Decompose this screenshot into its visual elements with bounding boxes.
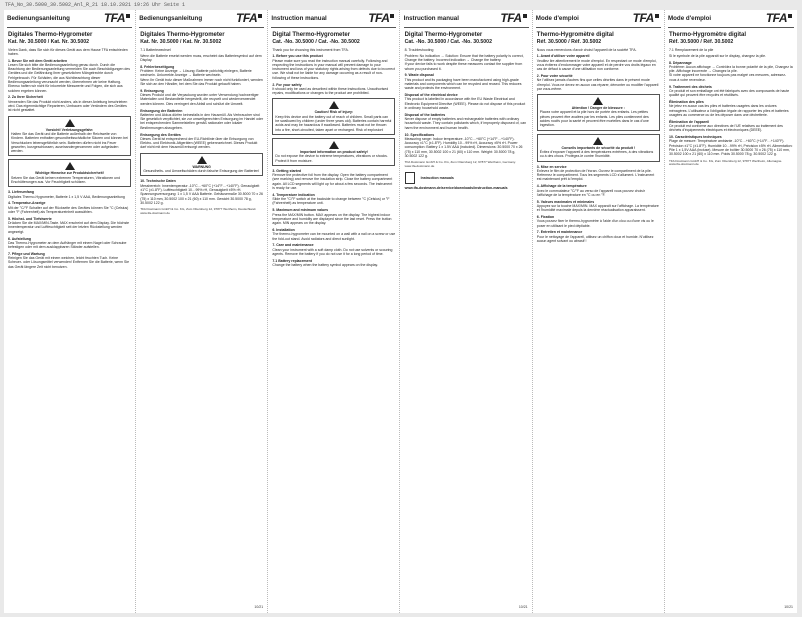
paragraph: Measuring range: Indoor temperature -10°C…+60°C (+14°F…+140°F). Accuracy ±1°C (±1.8°F). Humidity 10…99% rH, Accuracy ±5% rH. Power consumption: Battery 1 x 1.5V AAA (included). Dimensions: 30.5000 70 x 26 (75) x 110 mm, 30.5002 100 x 21 (60) x 110 mm. Weight: 30.5000 78 g, 30.5002 122 g. [404,136,523,159]
column-body [533,28,664,243]
column-header [536,10,661,28]
paragraph: Pour le nettoyage de l'appareil, utilisez un chiffon doux et humide. N'utilisez aucun agent solvant ou abrasif ! [536,234,654,243]
text-block [140,78,263,87]
intro-text: Nous vous remercions d'avoir choisi l'appareil de la société TFA. [536,47,637,52]
text-block [669,73,793,82]
section-heading: 1. Avant d'utiliser votre appareil [536,54,590,59]
text-block [537,200,660,213]
tfa-logo: TFA [104,11,130,25]
text-block [8,201,131,214]
paragraph: Ce produit et son emballage ont été fabriqués avec des composants de haute qualité qui peuvent être recyclés et réutilisés. [669,88,790,98]
text-block [272,228,395,241]
section-heading: 1. Bevor Sie mit dem Gerät arbeiten [8,58,68,63]
paragraph: Ne l'utilisez jamais d'autres fins que celles décrites dans le présent mode d'emploi. Vous ne devez en aucun cas réparer, démonter ou modifier l'appareil par vous-même. [536,78,659,91]
paragraph: Avec le commutateur °C/°F au verso de l'appareil vous pouvez choisir l'affichage de la température en °C ou en °F. [536,188,645,197]
text-block [272,83,395,96]
section-heading: 10. Caractéristiques techniques [669,135,722,140]
section-heading: Attention ! Danger de blessure : [571,106,625,111]
section-heading: Caution! Risk of injury: [314,110,354,115]
text-block [537,165,660,182]
article-number: Kat. Nr. 30.5000 / Kat. Nr. 30.5002 [140,38,222,45]
intro-text: 7.1 Batteriewechsel [140,47,171,52]
text-block [272,193,395,206]
section-heading: 6. Fixation [536,215,555,220]
product-title: Digital Thermo-Hygrometer [272,32,351,38]
company-footer: TFA Dostmann GmbH & Co. KG, Zum Ottersberg 12, 97877 Wertheim, Deutschland. www.tfa-dostmann.de [140,207,257,215]
section-heading: 9. Entsorgung [140,88,164,93]
tfa-logo: TFA [633,11,659,25]
text-block [8,190,131,199]
paragraph: Mit der °C/°F Schalter auf der Rückseite des Gerätes können Sie °C (Celsius) oder °F (Fahrenheit) als Temperatureinheit auswählen. [8,205,129,215]
section-heading: 6. Aufstellung [8,236,32,241]
section-heading: 7. Care and maintenance [272,243,314,248]
paragraph: Plage de mesure: Température ambiante -10°C…+60°C (+14°F…+140°F). Précision ±1°C (±1.8°F). Humidité 10…99% rH, Précision ±5% rH. Alimentation: Pile 1 x 1,5V AAA (incluse). Mesure de boîtier 30.5000 70 x 26 (75) x 110 mm, 30.5002 100 x 21 (60) x 110 mm. Poids 30.5000 78 g, 30.5002 122 g. [669,139,793,157]
text-block [140,89,263,106]
paragraph: Keep this device and the battery out of reach of children. Small parts can be swallowed by children (under three years old). Batteries contain harmful acids and may be hazardous if swallowed. Batteries must not be thrown into a fire, short-circuited, taken apart or recharged. Risk of explosion! [275,114,392,132]
warning-box [537,94,660,130]
section-heading: Important information on product safety! [299,149,368,154]
text-block [669,135,793,156]
section-heading: 5. Maximum and minimum values [272,208,329,213]
warning-box [8,159,131,187]
text-block [669,100,793,117]
text-block [140,179,263,205]
paragraph: Digitales Thermo-Hygrometer, Batterie 1 x 1,5 V AAA, Bedienungsanleitung [8,194,125,199]
paragraph: Das Thermo-Hygrometer an dem Aufhänger mit einem Nagel oder Schraube befestigen oder mit dem ausklappbaren Ständer aufstellen. [8,240,127,250]
column-body [4,28,135,269]
text-block [8,59,131,93]
paragraph: Vous pouvez fixer le thermo-hygromètre à l'aide d'un clou ou d'une vis ou le poser en utilisant le pied dépliable. [536,219,654,228]
intro-text: 8. Troubleshooting [404,47,434,52]
text-block [669,54,793,58]
section-label: Bedienungsanleitung [7,15,70,22]
paragraph: Batterien und Akkus dürfen keinesfalls in den Hausmüll. Als Verbraucher sind Sie gesetzlich verpflichtet, sie zur umweltgerechten Entsorgung im Handel oder bei entsprechenden Sammelstellen gemäß nationaler oder lokaler Bestimmungen abzugeben. [140,112,264,130]
article-number: Réf. 30.5000 / Réf. 30.5002 [536,38,602,45]
text-block [537,54,660,71]
tfa-logo: TFA [368,11,394,25]
article-number: Cat. -No. 30.5000 / Cat. -No. 30.5002 [272,38,360,45]
paragraph: Veuillez lire attentivement le mode d'emploi. En respectant ce mode d'emploi, vous éviterez d'endommager votre appareil et de perdre vos droits légaux en cas de défaut à cause d'une utilisation non conforme. [536,58,657,72]
paragraph: Remove the protective foil from the display. Open the battery compartment (see marking) and remove the insulation strip. Close the battery compartment again. All LCD segments will light up for about a few seconds. The instrument is ready for use. [272,173,393,191]
manual-sheet [4,10,797,613]
text-block [537,230,660,243]
text-block [669,120,793,133]
section-heading: 7. Pflege und Wartung [8,251,45,256]
paragraph: Change the battery when the battery symbol appears on the display. [272,262,378,267]
paragraph: Placez votre appareil et la pile hors de portée des enfants. Les petites pièces peuvent être avalées par les enfants. Les piles contiennent des acides nocifs pour la santé et peuvent être mortelles dans le cas d'une ingestion. [539,110,649,128]
section-heading: WARNUNG [192,164,211,169]
paragraph: Évitez d'exposer l'appareil à des températures extrêmes, à des vibrations ou à des chocs. Protégez-le contre l'humidité. [539,149,654,159]
text-block [8,252,131,269]
section-heading: 3. Lieferumfang [8,190,35,195]
page-number: 10/21 [518,605,528,609]
section-label: Mode d'emploi [535,15,579,22]
text-block [272,259,395,268]
text-block [8,95,131,112]
section-heading: 5. Höchst- und Tiefstwerte [8,216,52,221]
section-label: Instruction manual [403,15,459,22]
downloads-link[interactable]: www.tfa-dostmann.de/service/downloads/instruction-manuals [404,185,508,190]
warning-box [272,98,395,134]
text-block [537,215,660,228]
column-header [404,10,529,28]
text-block [537,74,660,91]
section-heading: Vorsicht! Verletzungsgefahr: [45,127,94,132]
text-block [669,61,793,74]
warning-triangle-icon [197,156,207,164]
paragraph: Messbereich: Innentemperatur -10°C…+60°C (+14°F…+140°F). Genauigkeit ±1°C (±1.8°F). Luftfeuchtigkeit 10…99% rH, Genauigkeit ±5% rH. Spannungsversorgung: 1 x 1,5 V AAA Batterie. Gehäusemaße 30.5000 70 x 26 (75) x 110 mm, 30.5002 100 x 21 (60) x 110 mm. Gewicht 30.5000 78 g, 30.5002 122 g. [140,183,263,205]
section-label: Mode d'emploi [668,15,712,22]
section-heading: Élimination des piles [669,99,704,104]
text-block [272,208,395,225]
paragraph: Never dispose of empty batteries and rechargeable batteries with ordinary household waste. They contain pollutants which, if improperly disposed of, can harm the environment and human health. [404,117,527,130]
warning-box [272,138,395,166]
page-number: 10/21 [784,605,793,609]
paragraph: Wenn die Batterie ersetzt werden muss, erscheint das Batteriesymbol auf dem Display. [140,53,262,63]
section-heading: 9. Waste disposal [404,73,434,78]
warning-triangle-icon [593,137,603,145]
paragraph: Appuyez sur la touche MAX/MIN. MAX apparaît sur l'affichage. La température et l'humidité maximale depuis la dernière réactualisation apparaissent. [536,203,659,213]
paragraph: This product is labelled in accordance with the EU Waste Electrical and Electronic Equipment Directive (WEEE). Please do not dispose of this product in ordinary household waste. [404,97,526,111]
text-block [405,93,528,110]
section-heading: Wichtige Hinweise zur Produktsicherheit! [35,171,104,176]
paragraph: Gesundheits- und Umweltschäden durch falsche Entsorgung der Batterien! [143,169,260,174]
product-title: Digitales Thermo-Hygrometer [140,32,225,38]
section-heading: 2. For your safety [272,82,302,87]
column-header [668,10,794,28]
text-block [140,109,263,130]
manual-column [136,10,268,613]
text-block [405,54,528,63]
qr-code-icon [405,172,415,184]
intro-text: 7.1 Remplacement de la pile [669,47,714,52]
paragraph: Lesen Sie sich bitte die Bedienungsanleitung genau durch. Durch die Beachtung der Bedienungsanleitung vermeiden Sie auch Beschädigungen des Gerätes und die Gefährdung Ihrer gesetzlichen Mängelrechte durch Fehlgebrauch. Für Schäden, die aus Nichtbeachtung dieser Bedienungsanleitung verursacht werden, übernehmen wir keine Haftung. Ebenso haften wir nicht für inkorrekte Messwerte und Folgen, die sich aus solchen ergeben können. [8,62,131,93]
paragraph: This product and its packaging have been manufactured using high-grade materials and components which can be recycled and reused. This reduces waste and protects the environment. [404,77,522,91]
text-block [405,133,528,159]
text-block [272,54,395,80]
section-heading: 2. Zu Ihrer Sicherheit [8,95,43,100]
text-block [8,237,131,250]
product-title: Thermo-Hygromètre digital [669,32,747,38]
paragraph: Problème: Aucun affichage → Contrôlez la bonne polarité de la pile, Changez la pile. Affichage incorrecte → Changez la pile. [669,64,793,74]
text-block [405,73,528,90]
section-heading: Élimination de l'appareil [669,119,710,124]
section-heading: 5. Valeurs maximales et minimales [536,199,595,204]
section-heading: 7.1 Battery replacement [272,258,312,263]
section-heading: 4. Temperatur-Anzeige [8,201,46,206]
section-heading: 9. Traitement des déchets [669,84,712,89]
file-header: TFA_No_30.5000_30.5002_Anl_R_21 18.10.2021 19:26 Uhr Seite 1 [5,2,186,8]
manual-column [665,10,797,613]
manual-column [533,10,665,613]
section-heading: 1. Before you use this product [272,54,323,59]
section-heading: 3. Mise en service [536,164,567,169]
section-heading: 4. Temperature indication [272,192,315,197]
section-heading: Disposal of the electrical device [404,93,458,98]
text-block [140,65,263,78]
section-heading: 8. Dépannage [669,60,692,65]
paragraph: Problem: No indication → Solution: Ensure that the battery polarity is correct, Change the battery. Incorrect indication → Change the battery. [404,53,524,63]
section-heading: Conseils importants de sécurité du produit ! [561,145,636,150]
paragraph: The thermo-hygrometer can be mounted on a wall with a nail on a screw or use the fold-out stand. Avoid radiators and direct sunlight. [272,232,396,241]
section-heading: 2. Pour votre sécurité [536,73,573,78]
column-header [7,10,132,28]
text-block [272,169,395,190]
product-title: Digitales Thermo-Hygrometer [8,32,93,38]
warning-triangle-icon [329,141,339,149]
paragraph: Please make sure you read the instruction manual carefully. Following and respecting the instructions in your manual will prevent damage to your instrument and loss of your statutory rights arising from defects due to incorrect use. We shall not be liable for any damage occurring as a result of non-following of these instructions. [272,58,395,80]
column-body [665,28,797,167]
section-heading: Disposal of the batteries [404,112,446,117]
warning-triangle-icon [593,97,603,105]
paragraph: Si votre appareil ne fonctionne toujours pas malgré ces mesures, adressez-vous à votre revendeur. [669,73,787,82]
warning-triangle-icon [329,101,339,109]
paragraph: Enlevez le film de protection de l'écran. Ouvrez le compartiment de la pile. Refermez le compartiment. Tous les segments LCD s'allument. L'instrument est maintenant prêt à l'emploi. [536,168,655,182]
paragraph: Reinigen Sie das Gerät mit einem weichen, leicht feuchten Tuch. Keine Scheuer- oder Lösungsmittel verwenden! Entfernen Sie die Batterie, wenn Sie das Gerät längere Zeit nicht benutzen. [8,256,130,269]
manual-column [268,10,400,613]
tfa-logo: TFA [500,11,526,25]
paragraph: Ce produit est conforme aux directives de l'UE relatives au traitement des déchets d'équipements électriques et électroniques (DEEE). [669,123,783,133]
company-footer: TFA Dostmann GmbH & Co. KG, Zum Ottersberg 12, 97877 Wertheim, Allemagne. www.tfa-dostmann.de [669,158,783,167]
text-block [405,62,528,71]
section-heading: 4. Affichage de la température [536,184,587,189]
intro-text: Vielen Dank, dass Sie sich für dieses Gerät aus dem Hause TFA entschieden haben. [8,47,128,56]
warning-triangle-icon [65,162,75,170]
warning-box [537,134,660,162]
paragraph: Setzen Sie das Gerät keinen extremen Temperaturen, Vibrationen und Erschütterungen aus. Vor Feuchtigkeit schützen. [11,175,121,185]
paragraph: Press the MAX/MIN button. MAX appears on the display. The highest indoor temperature and humidity are displayed since the last reset. Press the button again. MIN appears on the display. [272,212,392,226]
paragraph: Ne jetez en aucun cas les piles et batteries usagées dans les ordures ménagères. L'utilisateur a l'obligation légale de rapporter les piles et batteries usagées au commerce ou de les déposer dans une déchetterie. [669,104,789,117]
page-number: 10/21 [254,605,264,609]
paragraph: Dieses Gerät ist entsprechend der EU-Richtlinie über die Entsorgung von Elektro- und Elektronik-Altgeräten (WEEE) gekennzeichnet. Dieses Produkt darf nicht mit dem Hausmüll entsorgt werden. [140,136,258,150]
article-number: Réf. 30.5000 / Réf. 30.5002 [669,38,734,45]
column-body [401,28,532,190]
paragraph: Si le symbole de la pile apparaît sur le display, changez la pile. [669,53,767,58]
warning-box [8,116,131,157]
paragraph: Problem: Keine Anzeige → Lösung: Batterie polrichtig einlegen, Batterie wechseln. Unkorrekte Anzeige → Batterie wechseln. [140,69,252,78]
text-block [669,85,793,98]
manual-column [401,10,533,613]
tfa-logo: TFA [766,11,792,25]
section-heading: 10. Technische Daten [140,179,176,184]
section-heading: 6. Installation [272,227,295,232]
paragraph: Verwenden Sie das Produkt nicht anders, als in dieser Anleitung beschrieben wird. Das eigenmächtige Reparieren, Umbauen oder Verändern des Gerätes ist nicht gestattet. [8,99,128,113]
text-block [537,184,660,197]
text-block [8,217,131,234]
paragraph: It should only be used as described within these instructions. Unauthorised repairs, modifications or changes to the product are prohibited. [272,86,389,96]
article-number: Cat. -No. 30.5000 / Cat. -No. 30.5002 [404,38,492,45]
section-heading: 7. Entretien et maintenance [536,230,583,235]
warning-box [140,153,263,177]
column-body [136,28,267,216]
paragraph: Dieses Produkt und die Verpackung wurden unter Verwendung hochwertiger Materialien und Bestandteile hergestellt, die recycelt und wiederverwendet werden können. Dies verringert den Abfall und schützt die Umwelt. [140,93,259,106]
section-heading: 8. Fehlerbeseitigung [140,64,175,69]
manual-column [4,10,136,613]
text-block [272,243,395,256]
paragraph: Wenn Ihr Gerät trotz dieser Maßnahmen immer noch nicht funktioniert, wenden Sie sich an den Händler, bei dem Sie das Produkt gekauft haben. [140,77,263,87]
column-header [271,10,396,28]
text-block [140,133,263,150]
section-label: Bedienungsanleitung [139,15,203,22]
product-title: Thermo-Hygromètre digital [536,32,614,38]
text-block [405,113,528,130]
paragraph: Do not expose the device to extreme temperatures, vibrations or shocks. Protect it from moisture. [275,154,388,163]
paragraph: If your device fails to work despite these measures contact the supplier from whom you purchased it. [404,62,523,71]
column-body [268,28,399,267]
product-title: Digital Thermo-Hygrometer [404,32,483,38]
tfa-logo: TFA [236,11,262,25]
paragraph: Drücken Sie die MAX/MIN-Taste. MAX erscheint auf dem Display. Die höchste Innentemperatur und Luftfeuchtigkeit seit der letzten Rückstellung werden angezeigt. [8,221,130,234]
section-heading: Entsorgung des Gerätes [140,132,181,137]
company-footer: TFA Dostmann GmbH & Co. KG, Zum Ottersberg 12, 97877 Wertheim, Germany. www.tfa-dostmann.de [404,160,516,169]
section-heading: 10. Specifications [404,132,435,137]
section-heading: Entsorgung der Batterien [140,108,183,113]
section-label: Instruction manual [271,15,327,22]
section-heading: 3. Getting started [272,168,302,173]
manual-download-row [405,172,528,184]
column-header [139,10,264,28]
paragraph: Clean your instrument with a soft damp cloth. Do not use solvents or scouring agents. Remove the battery if you do not use it for a long period of time. [272,247,393,256]
paragraph: Halten Sie das Gerät und die Batterie außerhalb der Reichweite von Kindern. Batterien enthalten gesundheitsschädliche Säuren und können bei Verschlucken lebensgefährlich sein. Batterien dürfen nicht ins Feuer geworfen, kurzgeschlossen, auseinandergenommen oder aufgeladen werden. [11,131,128,154]
paragraph: Slide the °C/°F switch at the backside to change between °C (Celsius) or °F (Fahrenheit) as temperature unit. [272,197,390,206]
text-block [140,54,263,63]
downloads-label: Instruction manuals [420,175,454,180]
intro-text: Thank you for choosing this instrument from TFA. [272,47,349,52]
article-number: Kat. Nr. 30.5000 / Kat. Nr. 30.5002 [8,38,90,45]
warning-triangle-icon [65,119,75,127]
